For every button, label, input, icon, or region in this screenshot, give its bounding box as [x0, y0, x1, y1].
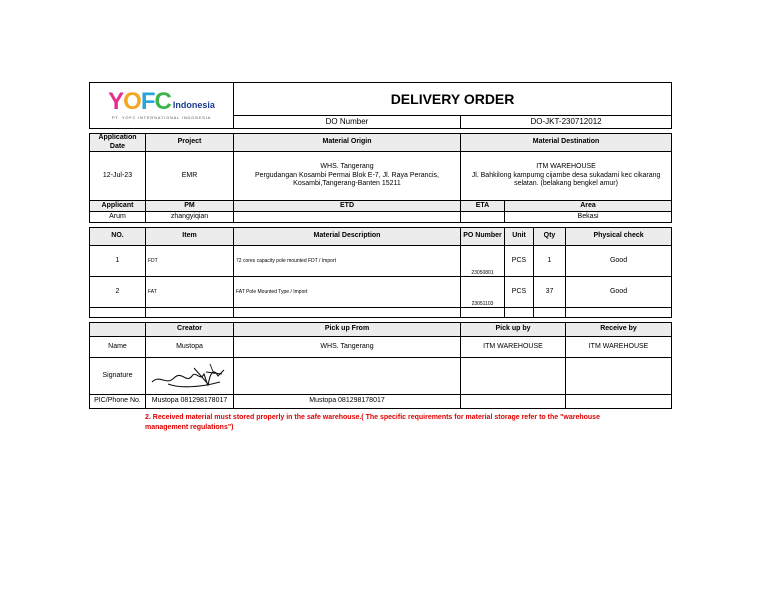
dest-line-2: Jl. Bahkilong kampumg cijambe desa sukadami kec cikarang — [471, 171, 661, 179]
etd-header: ETD — [234, 201, 461, 212]
creator-name: Mustopa — [146, 337, 234, 358]
pm-value: zhangyiqian — [146, 212, 234, 223]
name-row-label: Name — [90, 337, 146, 358]
material-origin-header: Material Origin — [234, 134, 461, 152]
row-unit: PCS — [505, 246, 534, 277]
pickup-by-header: Pick up by — [461, 323, 566, 337]
row-unit: PCS — [505, 277, 534, 308]
physical-check-header: Physical check — [566, 228, 672, 246]
item-header: Item — [146, 228, 234, 246]
project-header: Project — [146, 134, 234, 152]
table-row — [90, 277, 672, 308]
creator-phone: Mustopa 081298178017 — [146, 395, 234, 409]
row-no: 2 — [90, 277, 146, 308]
logo-country: Indonesia — [172, 100, 215, 111]
pickup-from-header: Pick up From — [234, 323, 461, 337]
row-check: Good — [566, 277, 672, 308]
row-no: 1 — [90, 246, 146, 277]
dest-line-3: selatan. (belakang bengkel amur) — [514, 180, 618, 188]
application-date: 12-Jul-23 — [90, 152, 146, 201]
area-value: Bekasi — [505, 212, 672, 223]
phone-row-label: PIC/Phone No. — [90, 395, 146, 409]
logo-subtitle: PT. YOFC INTERNATIONAL INDONESIA — [111, 115, 212, 121]
row-item: FAT — [146, 277, 234, 308]
creator-header: Creator — [146, 323, 234, 337]
do-number-label: DO Number — [234, 116, 461, 129]
row-po-number: 23050801 — [461, 246, 505, 277]
po-number-header: PO Number — [461, 228, 505, 246]
row-description: 72 cores capacity pole mounted FDT / Import — [234, 246, 461, 277]
do-number-value: DO-JKT-230712012 — [461, 116, 672, 129]
applicant-value: Arum — [90, 212, 146, 223]
receive-by-header: Receive by — [566, 323, 672, 337]
eta-value — [461, 212, 505, 223]
pm-header: PM — [146, 201, 234, 212]
project-value: EMR — [146, 152, 234, 201]
document-title: DELIVERY ORDER — [234, 83, 672, 116]
table-row — [90, 246, 672, 277]
applicant-header: Applicant — [90, 201, 146, 212]
row-qty: 37 — [534, 277, 566, 308]
description-header: Material Description — [234, 228, 461, 246]
material-origin — [234, 152, 461, 201]
origin-line-2: Pergudangan Kosambi Permai Blok E-7, Jl. Raya Perancis, — [254, 171, 440, 179]
row-po-number: 23051103 — [461, 277, 505, 308]
company-logo: YOFC Indonesia PT. YOFC INTERNATIONAL INDONESIA — [90, 83, 234, 129]
pickup-by-name: ITM WAREHOUSE — [461, 337, 566, 358]
storage-note: 2. Received material must stored properly in the safe warehouse.( The specific requirements for material storage refer to the "warehouse management regulations") — [145, 414, 600, 431]
dest-line-1: ITM WAREHOUSE — [536, 163, 596, 171]
origin-line-1: WHS. Tangerang — [320, 163, 374, 171]
origin-line-3: Kosambi,Tangerang-Banten 15211 — [293, 180, 401, 188]
delivery-order-table — [89, 82, 672, 409]
eta-header: ETA — [461, 201, 505, 212]
signature-row-label: Signature — [90, 358, 146, 395]
creator-signature — [146, 358, 234, 395]
application-date-header: Application Date — [90, 134, 146, 152]
pickup-from-name: WHS. Tangerang — [234, 337, 461, 358]
row-check: Good — [566, 246, 672, 277]
pickup-from-phone: Mustopa 081298178017 — [234, 395, 461, 409]
receive-by-name: ITM WAREHOUSE — [566, 337, 672, 358]
material-destination-header: Material Destination — [461, 134, 672, 152]
delivery-order-sheet — [89, 82, 671, 409]
unit-header: Unit — [505, 228, 534, 246]
area-header: Area — [505, 201, 672, 212]
etd-value — [234, 212, 461, 223]
row-qty: 1 — [534, 246, 566, 277]
no-header: NO. — [90, 228, 146, 246]
row-description: FAT Pole Mounted Type / Import — [234, 277, 461, 308]
qty-header: Qty — [534, 228, 566, 246]
material-destination — [461, 152, 672, 201]
row-item: FDT — [146, 246, 234, 277]
